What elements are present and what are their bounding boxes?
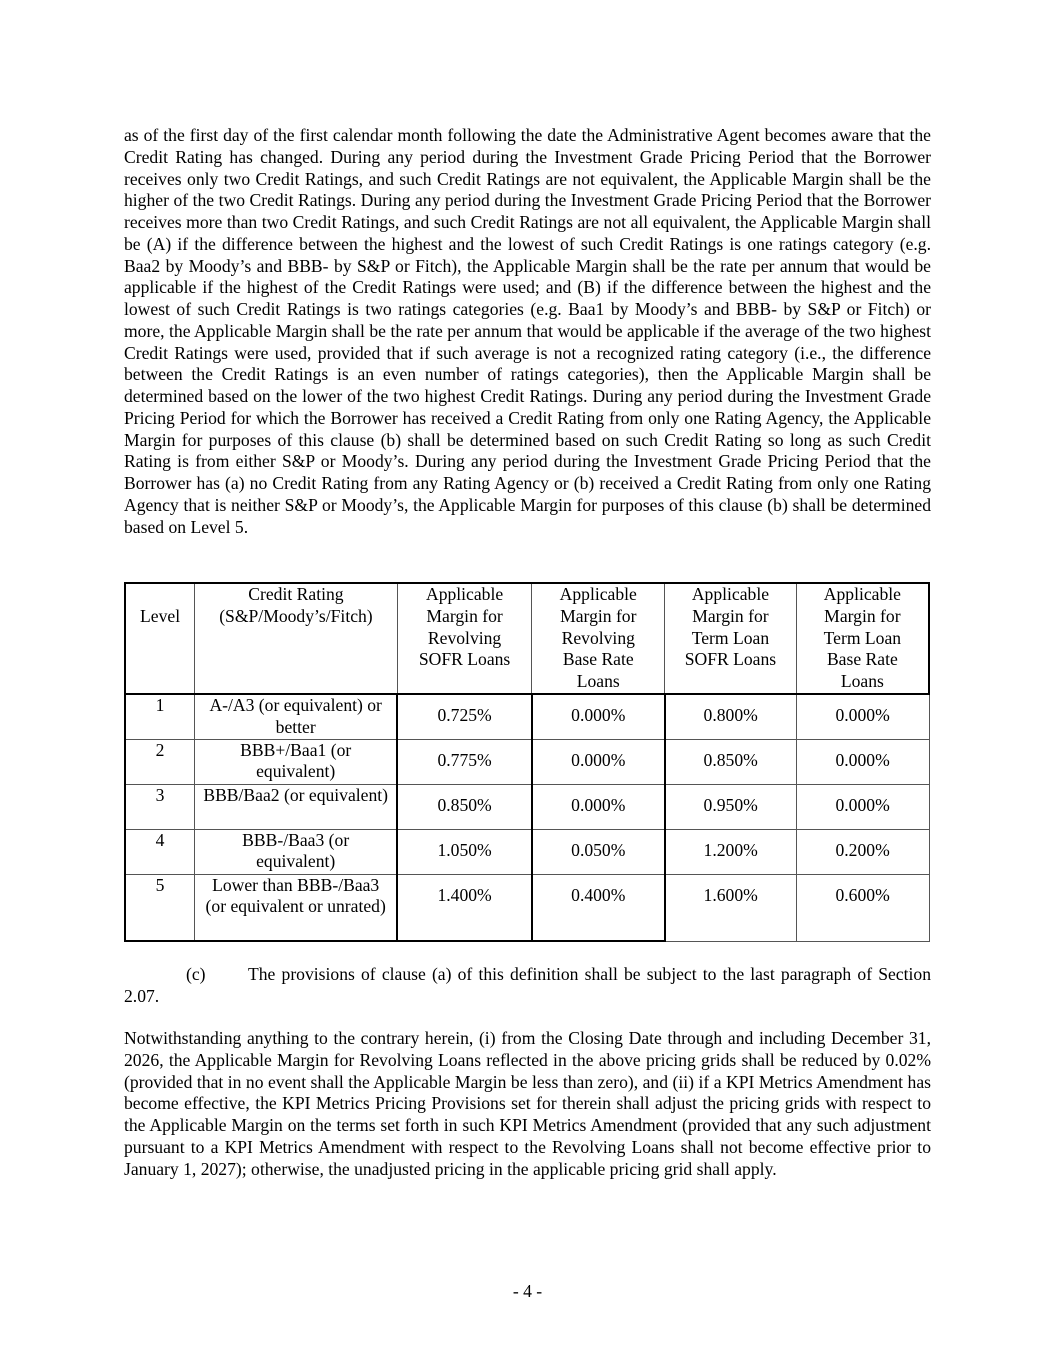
table-row: [125, 874, 929, 941]
cell-level: 4: [125, 829, 195, 874]
cell-level: 5: [125, 874, 195, 941]
cell-term-sofr: 1.600%: [665, 874, 797, 941]
cell-term-base-rate: 0.200%: [796, 829, 929, 874]
cell-revolving-sofr: 0.725%: [397, 694, 532, 739]
cell-revolving-sofr: 1.050%: [397, 829, 532, 874]
clause-c-text: The provisions of clause (a) of this definition shall be subject to the last paragraph of Section 2.07.: [124, 964, 931, 1006]
header-term-base-rate: Applicable Margin for Term Loan Base Rate Loans: [796, 583, 929, 694]
cell-term-base-rate: 0.000%: [796, 784, 929, 829]
cell-term-base-rate: 0.000%: [796, 739, 929, 784]
cell-level: 3: [125, 784, 195, 829]
header-revolving-base-rate: Applicable Margin for Revolving Base Rate Loans: [532, 583, 665, 694]
cell-revolving-base-rate: 0.000%: [532, 739, 665, 784]
cell-term-sofr: 0.850%: [665, 739, 797, 784]
cell-term-base-rate: 0.000%: [796, 694, 929, 739]
cell-term-sofr: 0.800%: [665, 694, 797, 739]
cell-revolving-sofr: 1.400%: [397, 874, 532, 941]
paragraph-credit-rating-rules: as of the first day of the first calendar month following the date the Administrative Agent becomes aware that the Credit Rating has changed. During any period during the Investment Grade Pricing Period that the Borrower receives only two Credit Ratings, and such Credit Ratings are not equivalent, the Applicable Margin shall be the higher of the two Credit Ratings. During any period during the Investment Grade Pricing Period that the Borrower receives more than two Credit Ratings, and such Credit Ratings are not all equivalent, the Applicable Margin shall be (A) if the difference between the highest and the lowest of such Credit Ratings is one ratings category (e.g. Baa2 by Moody’s and BBB- by S&P or Fitch), the Applicable Margin shall be the rate per annum that would be applicable if the highest of the Credit Ratings were used; and (B) if the difference between the highest and the lowest of such Credit Ratings is two ratings categories (e.g. Baa1 by Moody’s and BBB- by S&P or Fitch) or more, the Applicable Margin shall be the rate per annum that would be applicable if the average of the two highest Credit Ratings were used, provided that if such average is not a recognized rating category (i.e., the difference between the Credit Ratings is an even number of ratings categories), then the Applicable Margin shall be determined based on the lower of the two highest Credit Ratings. During any period during the Investment Grade Pricing Period for which the Borrower has received a Credit Rating from only one Rating Agency, the Applicable Margin for purposes of this clause (b) shall be determined based on such Credit Rating so long as such Credit Rating is from either S&P or Moody’s. During any period during the Investment Grade Pricing Period that the Borrower has (a) no Credit Rating from any Rating Agency or (b) received a Credit Rating from only one Rating Agency that is neither S&P or Moody’s, the Applicable Margin for purposes of this clause (b) shall be determined based on Level 5.: [124, 125, 931, 537]
cell-credit-rating: A-/A3 (or equivalent) or better: [195, 694, 398, 739]
cell-level: 1: [125, 694, 195, 739]
cell-revolving-sofr: 0.850%: [397, 784, 532, 829]
table-row: [125, 694, 929, 739]
header-credit-rating: Credit Rating (S&P/Moody’s/Fitch): [195, 583, 398, 694]
pricing-grid-table: [124, 582, 930, 942]
header-term-sofr: Applicable Margin for Term Loan SOFR Loans: [665, 583, 797, 694]
table-header-row: [125, 583, 929, 694]
cell-credit-rating: BBB-/Baa3 (or equivalent): [195, 829, 398, 874]
cell-credit-rating: BBB+/Baa1 (or equivalent): [195, 739, 398, 784]
cell-revolving-base-rate: 0.000%: [532, 784, 665, 829]
cell-level: 2: [125, 739, 195, 784]
cell-revolving-base-rate: 0.000%: [532, 694, 665, 739]
header-level: Level: [125, 583, 195, 694]
table-row: [125, 739, 929, 784]
cell-term-sofr: 0.950%: [665, 784, 797, 829]
clause-c-label: (c): [186, 964, 206, 984]
header-revolving-sofr: Applicable Margin for Revolving SOFR Loans: [397, 583, 532, 694]
cell-revolving-base-rate: 0.050%: [532, 829, 665, 874]
clause-c: [124, 964, 931, 1008]
cell-credit-rating: BBB/Baa2 (or equivalent): [195, 784, 398, 829]
table-row: [125, 784, 929, 829]
cell-credit-rating: Lower than BBB-/Baa3 (or equivalent or unrated): [195, 874, 398, 941]
page-number: - 4 -: [512, 1281, 543, 1301]
cell-revolving-base-rate: 0.400%: [532, 874, 665, 941]
cell-term-sofr: 1.200%: [665, 829, 797, 874]
table-row: [125, 829, 929, 874]
paragraph-notwithstanding: Notwithstanding anything to the contrary herein, (i) from the Closing Date through and including December 31, 2026, the Applicable Margin for Revolving Loans reflected in the above pricing grids shall be reduced by 0.02% (provided that in no event shall the Applicable Margin be less than zero), and (ii) if a KPI Metrics Amendment has become effective, the KPI Metrics Pricing Provisions set for therein shall adjust the pricing grids with respect to the Applicable Margin on the terms set forth in such KPI Metrics Amendment (provided that any such adjustment pursuant to a KPI Metrics Amendment with respect to the Revolving Loans shall not become effective prior to January 1, 2027); otherwise, the unadjusted pricing in the applicable pricing grid shall apply.: [124, 1028, 931, 1179]
cell-term-base-rate: 0.600%: [796, 874, 929, 941]
cell-revolving-sofr: 0.775%: [397, 739, 532, 784]
